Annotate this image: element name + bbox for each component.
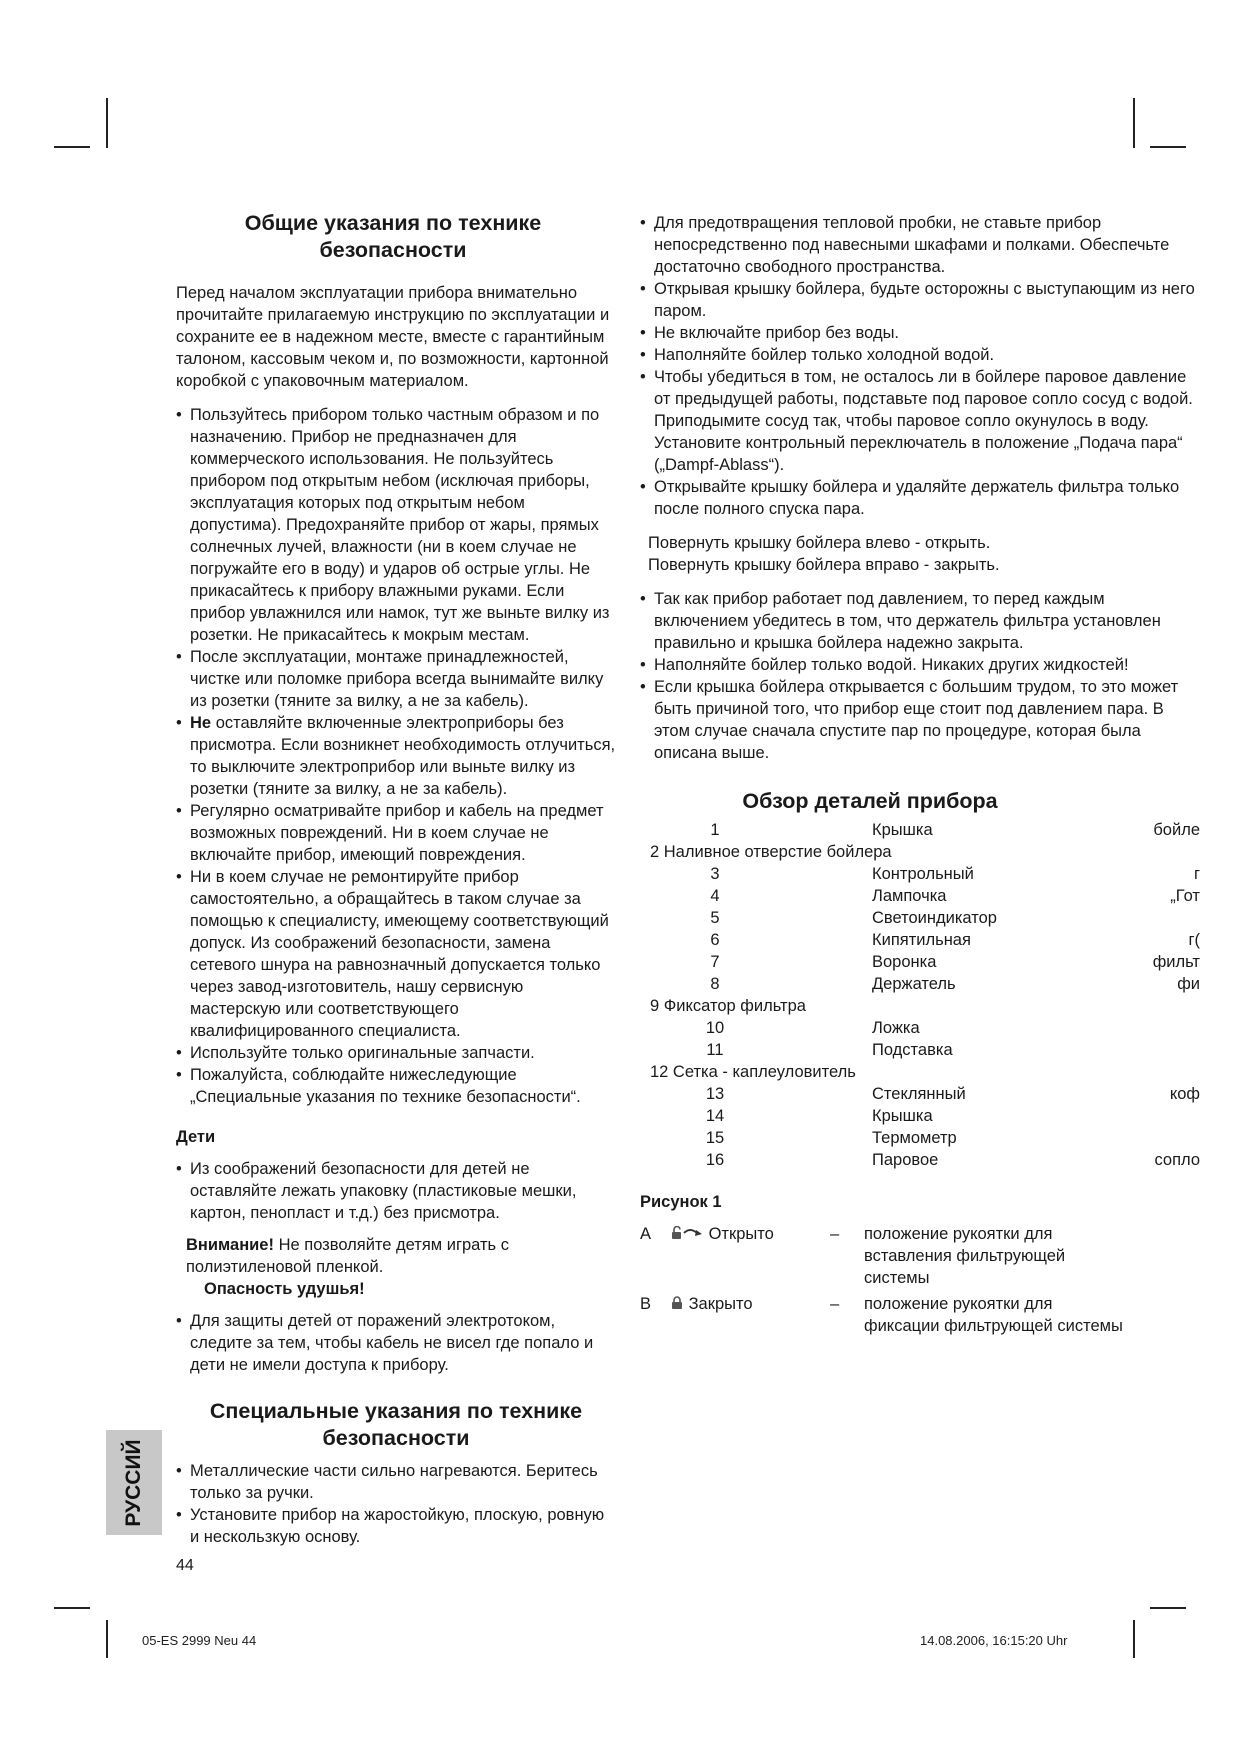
part-number: 11 [706, 1041, 724, 1059]
part-extra: бойле [1153, 821, 1200, 839]
crop-mark [106, 98, 108, 148]
turn-instructions [640, 532, 1200, 576]
list-item: • Из соображений безопасности для детей не оставляйте лежать упаковку (пластиковые мешки, картон, пенопласт и т.д.) без присмотра. [176, 1158, 616, 1224]
table-row [640, 1083, 1200, 1105]
part-number: 16 [705, 1151, 725, 1169]
lock-icon [670, 1296, 684, 1310]
list-item: • Не оставляйте включенные электроприборы без присмотра. Если возникнет необходимость отлучиться, то выключите электроприбор или выньте вилку из розетки (тяните за вилку, а не за кабель). [176, 712, 616, 800]
crop-mark [54, 146, 90, 148]
table-row [640, 1105, 1200, 1127]
part-full: 12 Сетка - каплеуловитель [650, 1063, 856, 1081]
list-item: • Наполняйте бойлер только водой. Никаких других жидкостей! [640, 654, 1200, 676]
left-column [176, 210, 616, 1548]
part-extra [1072, 1127, 1200, 1149]
part-extra: сопло [1154, 1151, 1200, 1169]
part-extra [1072, 1017, 1200, 1039]
figure-description: положение рукоятки для фиксации фильтрующей системы [864, 1295, 1123, 1335]
list-item: • Открывайте крышку бойлера и удаляйте держатель фильтра только после полного спуска пара. [640, 476, 1200, 520]
figure-row-open [640, 1223, 1200, 1289]
part-number: 5 [710, 909, 720, 927]
list-item: • Наполняйте бойлер только холодной водой. [640, 344, 1200, 366]
children-heading: Дети [176, 1128, 216, 1146]
list-item: • Для предотвращения тепловой пробки, не ставьте прибор непосредственно под навесными шкафами и полками. Обеспечьте достаточно свободного пространства. [640, 212, 1200, 278]
part-name: Ложка [872, 1019, 920, 1037]
list-item: • Открывая крышку бойлера, будьте осторожны с выступающим из него паром. [640, 278, 1200, 322]
part-extra [1072, 1105, 1200, 1127]
figure-letter: A [640, 1225, 652, 1243]
part-number: 1 [710, 821, 720, 839]
part-name: Лампочка [872, 887, 947, 905]
list-item: • Металлические части сильно нагреваются. Беритесь только за ручки. [176, 1460, 616, 1504]
list-item: • Используйте только оригинальные запчасти. [176, 1042, 616, 1064]
part-name: Воронка [872, 953, 937, 971]
parts-table [640, 819, 1200, 1171]
table-row [640, 819, 1200, 841]
crop-mark [1133, 98, 1135, 148]
figure-heading: Рисунок 1 [640, 1193, 722, 1211]
part-number: 3 [710, 865, 720, 883]
part-number: 7 [710, 953, 720, 971]
part-number: 15 [705, 1129, 725, 1147]
list-item: • Регулярно осматривайте прибор и кабель на предмет возможных повреждений. Ни в коем случае не включайте прибор, имеющий повреждения. [176, 800, 616, 866]
special-heading: Специальные указания по технике безопасности [209, 1399, 583, 1450]
figure-state: Закрыто [670, 1293, 830, 1337]
part-number: 13 [705, 1085, 725, 1103]
table-row [640, 841, 1200, 863]
crop-mark [1150, 146, 1186, 148]
part-name: Держатель [872, 975, 956, 993]
part-extra: фильт [1152, 953, 1200, 971]
intro-paragraph: Перед началом эксплуатации прибора внимательно прочитайте прилагаемую инструкцию по эксплуатации и сохраните ее в надежном месте, вместе с гарантийным талоном, кассовым чеком и, по возможности, картонной коробкой с упаковочным материалом. [176, 284, 610, 390]
figure-dash: – [830, 1225, 840, 1243]
part-extra [1072, 907, 1200, 929]
unlock-icon [670, 1226, 704, 1240]
turn-right-text: Повернуть крышку бойлера вправо - закрыть. [648, 556, 1000, 574]
list-item: • Установите прибор на жаростойкую, плоскую, ровную и нескользкую основу. [176, 1504, 616, 1548]
list-item: • Пожалуйста, соблюдайте нижеследующие „Специальные указания по технике безопасности“. [176, 1064, 616, 1108]
footer-left: 05-ES 2999 Neu 44 [142, 1633, 257, 1648]
danger-text: Опасность удушья! [204, 1280, 365, 1298]
part-number: 6 [710, 931, 720, 949]
list-item: • Если крышка бойлера открывается с большим трудом, то это может быть причиной того, что прибор еще стоит под давлением пара. В этом случае сначала спустите пар по процедуре, которая была описана выше. [640, 676, 1200, 764]
list-item: • Не включайте прибор без воды. [640, 322, 1200, 344]
right-bullets-2 [640, 588, 1200, 764]
warning-text: Не позволяйте детям играть с полиэтиленовой пленкой. [186, 1236, 509, 1276]
part-name: Кипятильная [872, 931, 971, 949]
table-row [640, 1127, 1200, 1149]
bold-ne: Не [190, 714, 212, 732]
crop-mark [1133, 1620, 1135, 1658]
crop-mark [54, 1607, 90, 1609]
table-row [640, 973, 1200, 995]
warning-label: Внимание! [186, 1236, 274, 1254]
list-item: • Пользуйтесь прибором только частным образом и по назначению. Прибор не предназначен для коммерческого использования. Не пользуйтесь прибором под открытым небом (исключая приборы, эксплуатация которых под открытым небом допустима). Предохраняйте прибор от жары, прямых солнечных лучей, влажности (ни в коем случае не погружайте его в воду) и ударов об острые углы. Не прикасайтесь к прибору влажными руками. Если прибор увлажнился или намок, тут же выньте вилку из розетки. Не прикасайтесь к мокрым местам. [176, 404, 616, 646]
safety-heading: Общие указания по технике безопасности [244, 211, 542, 262]
language-tab-label: РУССИЙ [122, 1438, 145, 1527]
children-bullets-2 [176, 1310, 616, 1376]
part-name: Контрольный [872, 865, 974, 883]
turn-left-text: Повернуть крышку бойлера влево - открыть. [648, 534, 991, 552]
part-extra: г( [1188, 931, 1200, 949]
figure-legend [640, 1223, 1200, 1337]
part-name: Крышка [872, 1107, 933, 1125]
figure-row-closed [640, 1293, 1200, 1337]
figure-state: Открыто [670, 1223, 830, 1289]
part-name: Стеклянный [872, 1085, 966, 1103]
crop-mark [1150, 1607, 1186, 1609]
parts-heading: Обзор деталей прибора [742, 789, 998, 813]
table-row [640, 1017, 1200, 1039]
list-item: • Для защиты детей от поражений электротоком, следите за тем, чтобы кабель не висел где попало и дети не имели доступа к прибору. [176, 1310, 616, 1376]
table-row [640, 907, 1200, 929]
page-number: 44 [176, 1557, 194, 1574]
part-name: Светоиндикатор [872, 909, 997, 927]
part-full: 9 Фиксатор фильтра [650, 997, 806, 1015]
children-bullets [176, 1158, 616, 1224]
part-number: 14 [705, 1107, 725, 1125]
table-row [640, 863, 1200, 885]
part-extra [1072, 1039, 1200, 1061]
figure-dash: – [830, 1295, 840, 1313]
part-number: 8 [710, 975, 720, 993]
table-row [640, 1039, 1200, 1061]
part-extra: коф [1169, 1085, 1200, 1103]
part-full: 2 Наливное отверстие бойлера [650, 843, 892, 861]
table-row [640, 1061, 1200, 1083]
part-name: Крышка [872, 821, 933, 839]
language-tab [106, 1430, 162, 1535]
right-column [640, 212, 1200, 1337]
part-number: 10 [705, 1019, 725, 1037]
table-row [640, 929, 1200, 951]
list-item: • Ни в коем случае не ремонтируйте прибор самостоятельно, а обращайтесь в таком случае за помощью к специалисту, имеющему соответствующий допуск. Из соображений безопасности, замена сетевого шнура на равнозначный допускается только через завод-изготовитель, нашу сервисную мастерскую или соответствующего квалифицированного специалиста. [176, 866, 616, 1042]
right-bullets [640, 212, 1200, 520]
list-item: • После эксплуатации, монтаже принадлежностей, чистке или поломке прибора всегда вынимайте вилку из розетки (тяните за вилку, а не за кабель). [176, 646, 616, 712]
table-row [640, 885, 1200, 907]
part-number: 4 [710, 887, 720, 905]
part-extra: „Гот [1170, 887, 1200, 905]
table-row [640, 995, 1200, 1017]
table-row [640, 951, 1200, 973]
figure-letter: B [640, 1295, 652, 1313]
safety-bullets [176, 404, 616, 1108]
part-name: Подставка [872, 1041, 953, 1059]
figure-description: положение рукоятки для вставления фильтрующей системы [864, 1225, 1066, 1287]
warning-block [176, 1234, 616, 1300]
footer-right: 14.08.2006, 16:15:20 Uhr [920, 1633, 1068, 1648]
part-name: Термометр [872, 1129, 957, 1147]
list-item: • Так как прибор работает под давлением, то перед каждым включением убедитесь в том, что держатель фильтра установлен правильно и крышка бойлера надежно закрыта. [640, 588, 1200, 654]
part-extra: фи [1177, 975, 1200, 993]
part-extra: г [1193, 865, 1200, 883]
special-bullets [176, 1460, 616, 1548]
crop-mark [106, 1620, 108, 1658]
part-name: Паровое [872, 1151, 939, 1169]
list-item: • Чтобы убедиться в том, не осталось ли в бойлере паровое давление от предыдущей работы, подставьте под паровое сопло сосуд с водой. Приподымите сосуд так, чтобы паровое сопло окунулось в воду. Установите контрольный переключатель в положение „Подача пара“ („Dampf-Ablass“). [640, 366, 1200, 476]
table-row [640, 1149, 1200, 1171]
